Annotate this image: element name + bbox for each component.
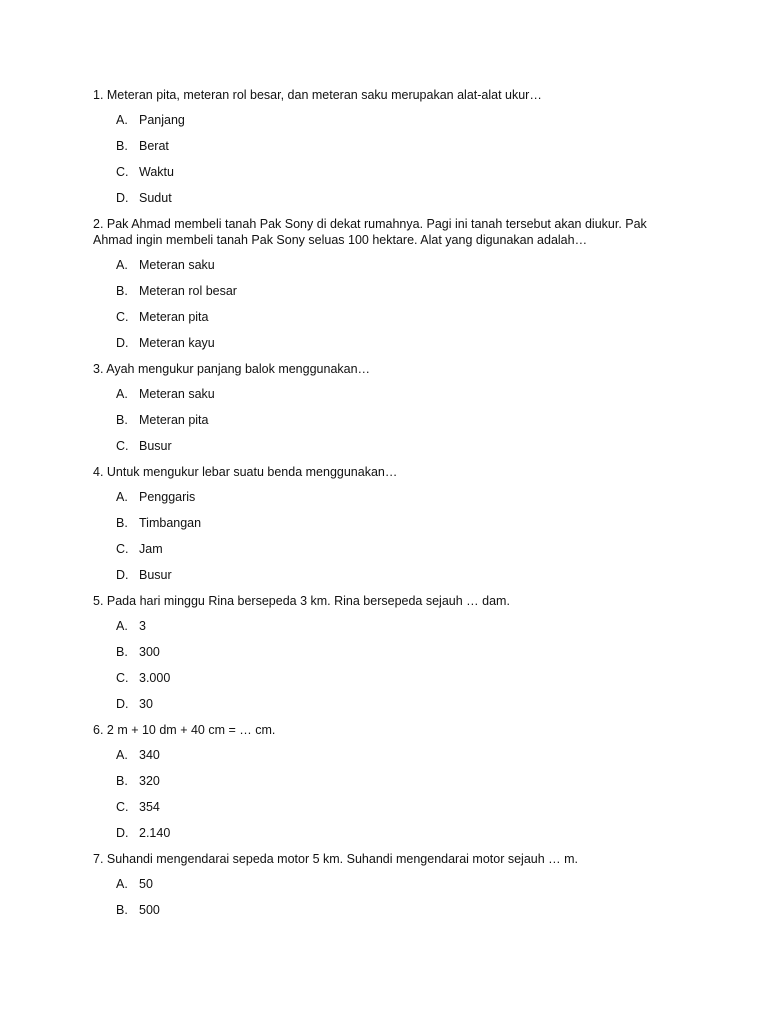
question-5: [93, 593, 673, 722]
option-letter: B.: [116, 284, 128, 298]
option-letter: C.: [116, 800, 129, 814]
option-letter: D.: [116, 336, 129, 350]
option-c: [93, 799, 673, 825]
option-d: [93, 825, 673, 851]
option-letter: A.: [116, 619, 128, 633]
option-letter: A.: [116, 387, 128, 401]
question-1: [93, 87, 673, 216]
option-c: [93, 438, 673, 464]
question-text: 5. Pada hari minggu Rina bersepeda 3 km. Rina bersepeda sejauh … dam.: [93, 594, 510, 608]
option-b: [93, 412, 673, 438]
question-text: 6. 2 m + 10 dm + 40 cm = … cm.: [93, 723, 276, 737]
option-text: Sudut: [139, 191, 172, 205]
option-list: [93, 489, 673, 593]
option-c: [93, 541, 673, 567]
option-letter: B.: [116, 645, 128, 659]
option-c: [93, 670, 673, 696]
question-document: [93, 87, 673, 928]
question-text: 3. Ayah mengukur panjang balok menggunakan…: [93, 362, 371, 376]
question-7: [93, 851, 673, 928]
question-4: [93, 464, 673, 593]
question-3: [93, 361, 673, 464]
option-letter: A.: [116, 113, 128, 127]
option-d: [93, 190, 673, 216]
option-text: Jam: [139, 542, 163, 556]
option-c: [93, 164, 673, 190]
option-letter: A.: [116, 748, 128, 762]
question-text: 1. Meteran pita, meteran rol besar, dan meteran saku merupakan alat-alat ukur…: [93, 88, 542, 102]
option-letter: B.: [116, 139, 128, 153]
option-text: Meteran pita: [139, 413, 209, 427]
option-a: [93, 489, 673, 515]
option-text: Berat: [139, 139, 169, 153]
option-text: Timbangan: [139, 516, 202, 530]
option-text: 354: [139, 800, 160, 814]
option-letter: A.: [116, 877, 128, 891]
option-text: 500: [139, 903, 160, 917]
option-letter: B.: [116, 516, 128, 530]
option-letter: B.: [116, 903, 128, 917]
option-d: [93, 335, 673, 361]
option-text: 50: [139, 877, 153, 891]
option-text: Busur: [139, 568, 172, 582]
option-d: [93, 567, 673, 593]
question-2: [93, 216, 673, 361]
option-text: Panjang: [139, 113, 185, 127]
option-letter: D.: [116, 568, 129, 582]
question-6: [93, 722, 673, 851]
option-d: [93, 696, 673, 722]
option-b: [93, 283, 673, 309]
option-text: Meteran saku: [139, 258, 215, 272]
option-text: Meteran rol besar: [139, 284, 237, 298]
option-b: [93, 902, 673, 928]
option-a: [93, 386, 673, 412]
option-list: [93, 112, 673, 216]
option-text: Penggaris: [139, 490, 196, 504]
option-text: Meteran saku: [139, 387, 215, 401]
option-letter: C.: [116, 310, 129, 324]
question-text: 7. Suhandi mengendarai sepeda motor 5 km. Suhandi mengendarai motor sejauh … m.: [93, 852, 579, 866]
option-text: 320: [139, 774, 160, 788]
option-letter: B.: [116, 774, 128, 788]
option-text: 3.000: [139, 671, 171, 685]
option-b: [93, 515, 673, 541]
option-a: [93, 747, 673, 773]
option-b: [93, 773, 673, 799]
option-a: [93, 876, 673, 902]
option-b: [93, 138, 673, 164]
option-letter: D.: [116, 191, 129, 205]
option-letter: C.: [116, 671, 129, 685]
option-list: [93, 386, 673, 464]
option-list: [93, 747, 673, 851]
option-text: 3: [139, 619, 146, 633]
option-text: Busur: [139, 439, 172, 453]
option-letter: C.: [116, 542, 129, 556]
question-text: 4. Untuk mengukur lebar suatu benda menggunakan…: [93, 465, 398, 479]
option-a: [93, 112, 673, 138]
option-text: 300: [139, 645, 160, 659]
option-letter: B.: [116, 413, 128, 427]
option-letter: A.: [116, 258, 128, 272]
option-text: 340: [139, 748, 160, 762]
option-list: [93, 257, 673, 361]
option-list: [93, 876, 673, 928]
option-text: 30: [139, 697, 153, 711]
option-letter: C.: [116, 165, 129, 179]
option-letter: D.: [116, 826, 129, 840]
option-a: [93, 257, 673, 283]
option-b: [93, 644, 673, 670]
option-text: Meteran pita: [139, 310, 209, 324]
option-letter: A.: [116, 490, 128, 504]
option-a: [93, 618, 673, 644]
option-text: Meteran kayu: [139, 336, 215, 350]
option-text: Waktu: [139, 165, 174, 179]
option-text: 2.140: [139, 826, 171, 840]
question-text: 2. Pak Ahmad membeli tanah Pak Sony di dekat rumahnya. Pagi ini tanah tersebut akan diukur. Pak Ahmad ingin membeli tanah Pak Sony seluas 100 hektare. Alat yang digunakan adalah…: [93, 217, 647, 247]
option-letter: C.: [116, 439, 129, 453]
option-letter: D.: [116, 697, 129, 711]
option-list: [93, 618, 673, 722]
option-c: [93, 309, 673, 335]
